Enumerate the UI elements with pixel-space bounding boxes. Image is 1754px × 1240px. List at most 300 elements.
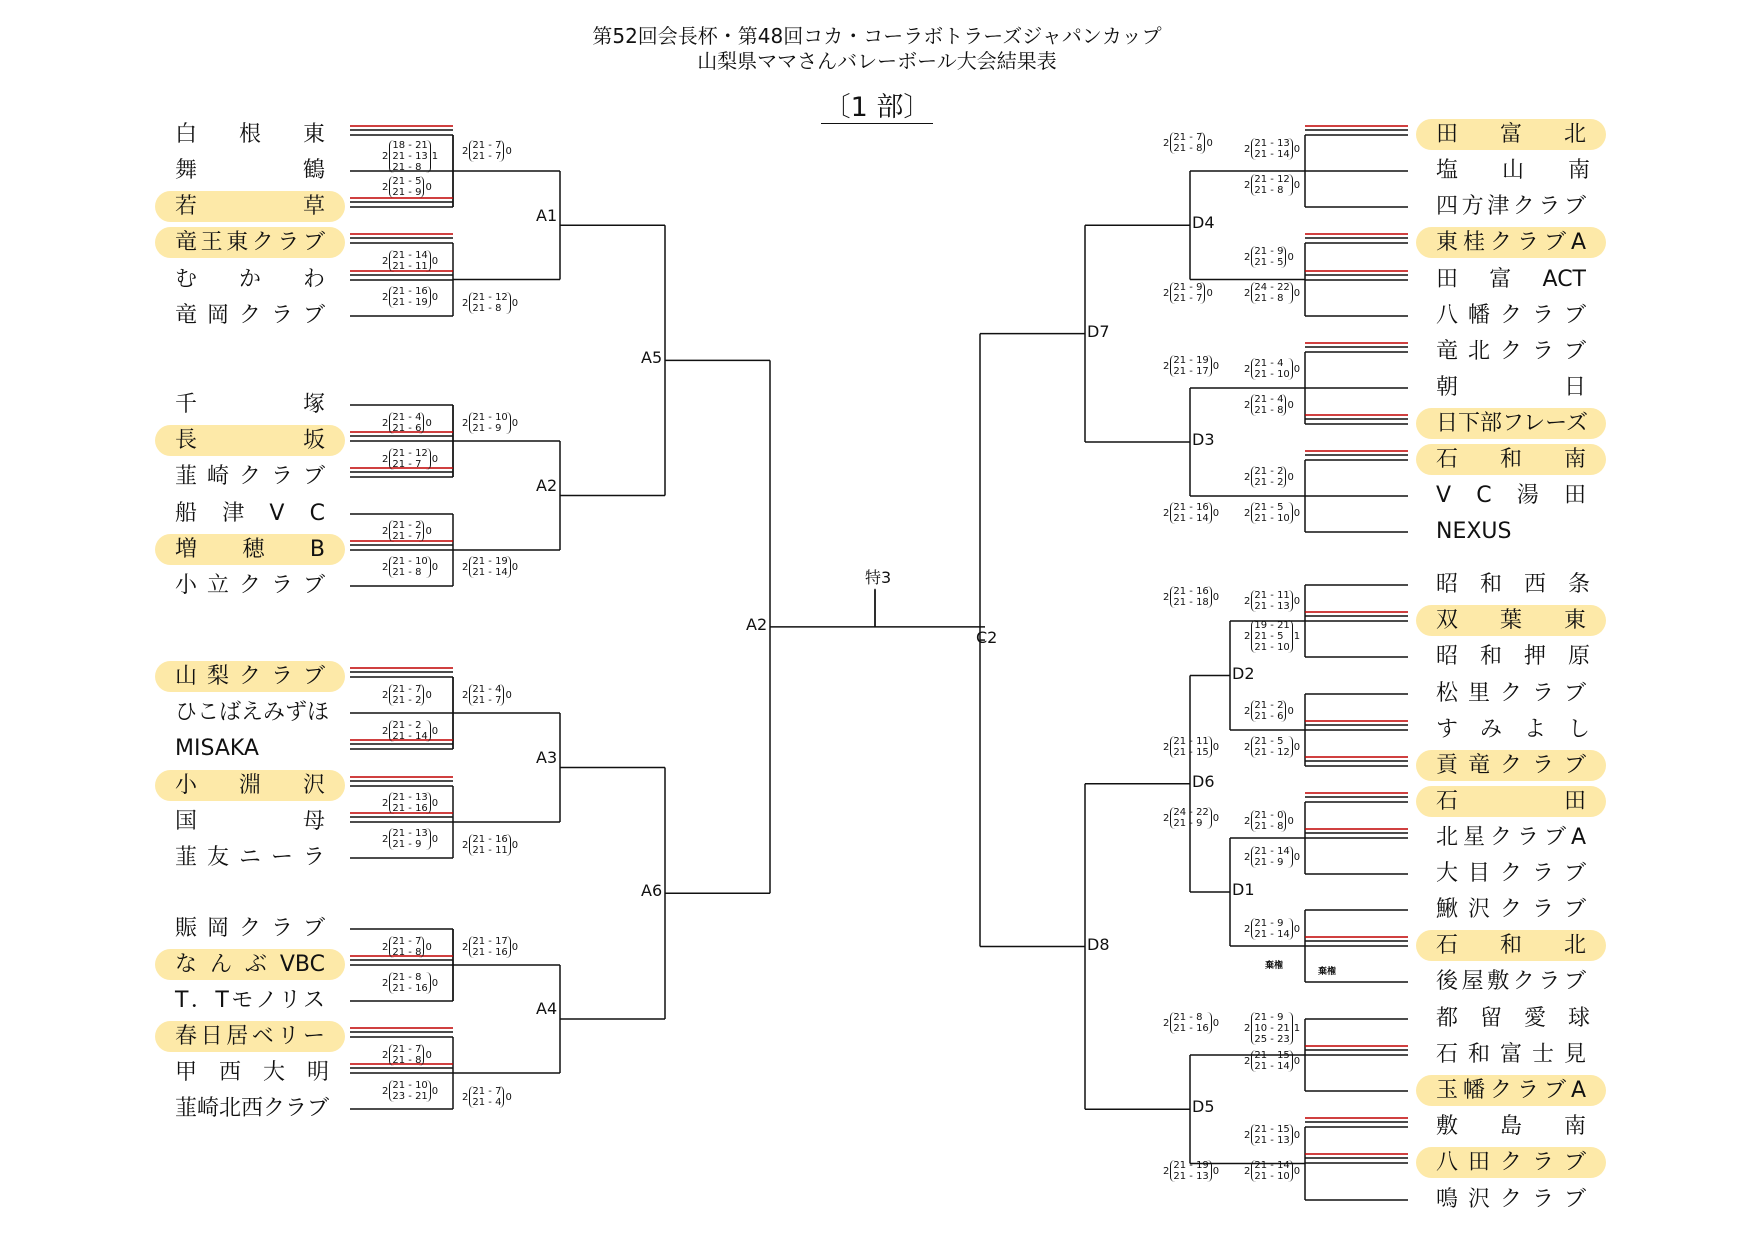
score-box (381, 720, 439, 742)
score-box (1162, 282, 1214, 304)
set-scores (1170, 282, 1205, 304)
set-score: 21 - 9 (392, 187, 422, 198)
set-score: 21 - 16 (392, 983, 428, 994)
team-left (155, 806, 345, 837)
team-left (155, 1093, 345, 1124)
team-right (1416, 966, 1606, 997)
set-score: 21 - 16 (1173, 1023, 1209, 1034)
set-score: 21 - 15 (1254, 1124, 1290, 1135)
set-score: 21 - 8 (1254, 821, 1284, 832)
sets-lost: 0 (1293, 507, 1301, 519)
team-right (1416, 480, 1606, 511)
sets-lost: 0 (1293, 1129, 1301, 1141)
set-score: 21 - 14 (1254, 1061, 1290, 1072)
set-scores (469, 412, 510, 434)
set-score: 21 - 4 (392, 412, 422, 423)
team-right (1416, 300, 1606, 331)
set-score: 21 - 7 (392, 531, 422, 542)
sets-lost: 0 (511, 839, 519, 851)
team-name: 石 和 北 (1436, 933, 1586, 958)
team-right (1416, 264, 1606, 295)
set-scores (389, 140, 430, 173)
set-score: 21 - 10 (392, 556, 428, 567)
team-name: 小立クラブ (175, 573, 325, 598)
sets-lost: 0 (431, 453, 439, 465)
set-scores (389, 1080, 430, 1102)
set-score: 21 - 16 (392, 803, 428, 814)
sets-won: 2 (382, 1085, 389, 1097)
team-name: 北星クラブA (1436, 825, 1586, 850)
set-score: 21 - 7 (392, 1044, 422, 1055)
score-box (1162, 132, 1214, 154)
team-name: 貢竜クラブ (1436, 753, 1586, 778)
set-score: 21 - 4 (1254, 358, 1284, 369)
set-score: 21 - 16 (1173, 502, 1209, 513)
team-name: MISAKA (175, 736, 259, 761)
score-box (461, 140, 513, 162)
team-name: す み よ し (1436, 717, 1591, 742)
set-score: 21 - 10 (1254, 513, 1290, 524)
set-score: 21 - 4 (472, 684, 502, 695)
sets-won: 2 (382, 561, 389, 573)
team-name: なんぶVBC (175, 952, 325, 977)
set-scores (1170, 132, 1205, 154)
node-D1: D1 (1232, 880, 1255, 899)
team-name: む か わ (175, 267, 325, 292)
set-score: 21 - 2 (392, 520, 422, 531)
node-D3: D3 (1192, 430, 1215, 449)
team-name: 敷 島 南 (1436, 1114, 1586, 1139)
team-right (1416, 1075, 1606, 1106)
sets-won: 2 (1163, 137, 1170, 149)
team-name: 昭 和 西 条 (1436, 572, 1591, 597)
team-right (1416, 786, 1606, 817)
set-score: 21 - 13 (392, 828, 428, 839)
set-score: 21 - 10 (392, 1080, 428, 1091)
set-score: 21 - 9 (1173, 818, 1203, 829)
sets-lost: 0 (425, 181, 432, 193)
team-left (155, 985, 345, 1016)
set-score: 21 - 4 (1254, 394, 1284, 405)
set-score: 21 - 7 (1173, 293, 1203, 304)
team-name: 白 根 東 (175, 122, 325, 147)
sets-won: 2 (382, 725, 389, 737)
set-score: 21 - 17 (1173, 366, 1209, 377)
node-A1: A1 (536, 205, 558, 225)
set-score: 21 - 2 (392, 720, 422, 731)
team-name: 東桂クラブA (1436, 230, 1586, 255)
set-scores (389, 556, 430, 578)
team-right (1416, 605, 1606, 636)
set-score: 21 - 14 (1254, 929, 1290, 940)
team-name: 田 富 北 (1436, 122, 1586, 147)
team-right (1416, 714, 1606, 745)
score-box (1243, 1160, 1301, 1182)
team-name: 田富ACT (1436, 267, 1586, 292)
sets-won: 2 (1244, 705, 1251, 717)
set-score: 21 - 13 (392, 792, 428, 803)
sets-won: 2 (1244, 595, 1251, 607)
score-box (1243, 246, 1295, 268)
sets-lost: 0 (425, 689, 432, 701)
sets-won: 2 (462, 839, 469, 851)
team-name: 賑岡クラブ (175, 916, 325, 941)
sets-won: 2 (1244, 923, 1251, 935)
set-scores (1251, 358, 1292, 380)
forfeit-label: 棄権 (1318, 967, 1337, 977)
score-box (1243, 358, 1301, 380)
sets-won: 2 (462, 145, 469, 157)
set-scores (469, 834, 510, 856)
set-scores (1251, 1160, 1292, 1182)
set-scores (389, 412, 424, 434)
sets-lost: 0 (1287, 471, 1294, 483)
team-right (1416, 516, 1606, 547)
set-score: 21 - 9 (1254, 857, 1284, 868)
node-D5: D5 (1192, 1097, 1215, 1117)
sets-lost: 0 (431, 291, 439, 303)
team-name: 玉幡クラブA (1436, 1078, 1586, 1103)
set-score: 21 - 7 (392, 936, 422, 947)
set-score: 21 - 2 (1254, 700, 1284, 711)
set-scores (389, 684, 424, 706)
score-box (1243, 502, 1301, 524)
team-right (1416, 641, 1606, 672)
node-C2: C2 (976, 628, 998, 648)
sets-lost: 0 (511, 561, 519, 573)
team-name: 船 津 V C (175, 501, 325, 526)
team-right (1416, 894, 1606, 925)
set-score: 21 - 11 (1173, 736, 1209, 747)
division-label: 〔1 部〕 (0, 85, 1754, 124)
score-box (1162, 355, 1220, 377)
title-line1: 第52回会長杯・第48回コカ・コーラボトラーズジャパンカップ (592, 24, 1162, 48)
team-right (1416, 155, 1606, 186)
sets-lost: 1 (1293, 1023, 1301, 1034)
sets-lost: 0 (431, 255, 439, 267)
set-score: 21 - 14 (392, 250, 428, 261)
score-box (381, 972, 439, 994)
set-score: 21 - 14 (392, 731, 428, 742)
set-scores (1251, 846, 1292, 868)
set-scores (389, 176, 424, 198)
sets-lost: 0 (511, 941, 519, 953)
team-right (1416, 750, 1606, 781)
team-name: 国 母 (175, 809, 325, 834)
team-name: 八田クラブ (1436, 1150, 1586, 1175)
sets-won: 2 (462, 1091, 469, 1103)
set-score: 21 - 16 (472, 834, 508, 845)
set-scores (469, 1086, 504, 1108)
score-box (1162, 502, 1220, 524)
set-scores (1251, 918, 1292, 940)
team-left (155, 389, 345, 420)
sets-lost: 0 (1212, 507, 1220, 519)
sets-lost: 0 (431, 561, 439, 573)
set-scores (1251, 394, 1286, 416)
set-score: 21 - 8 (392, 947, 422, 958)
set-score: 21 - 13 (392, 151, 428, 162)
sets-won: 2 (382, 833, 389, 845)
score-box (1162, 807, 1220, 829)
sets-lost: 0 (1293, 1165, 1301, 1177)
set-scores (389, 520, 424, 542)
sets-lost: 0 (505, 1091, 512, 1103)
team-right (1416, 930, 1606, 961)
team-name: 塩 山 南 (1436, 158, 1591, 183)
set-scores (1170, 586, 1211, 608)
sets-won: 2 (1163, 591, 1170, 603)
team-right (1416, 1147, 1606, 1178)
score-box (381, 556, 439, 578)
team-name: 韮崎クラブ (175, 464, 325, 489)
sets-lost: 0 (1212, 1165, 1220, 1177)
node-D8: D8 (1087, 934, 1110, 954)
set-score: 21 - 17 (472, 936, 508, 947)
team-left (155, 733, 345, 764)
sets-lost: 0 (425, 417, 432, 429)
set-scores (1251, 174, 1292, 196)
score-box (461, 292, 519, 314)
sets-won: 2 (1244, 631, 1251, 642)
team-left (155, 425, 345, 456)
score-box (1162, 1012, 1220, 1034)
team-left (155, 1021, 345, 1052)
score-box (1243, 174, 1301, 196)
set-scores (469, 292, 510, 314)
set-scores (1251, 138, 1292, 160)
team-name: 小 淵 沢 (175, 773, 325, 798)
sets-won: 2 (382, 977, 389, 989)
sets-lost: 0 (425, 941, 432, 953)
team-right (1416, 227, 1606, 258)
set-scores (1170, 1012, 1211, 1034)
set-score: 21 - 14 (472, 567, 508, 578)
team-name: 韮崎北西クラブ (175, 1096, 330, 1121)
set-score: 21 - 9 (472, 423, 502, 434)
forfeit-label: 棄権 (1265, 961, 1284, 971)
team-right (1416, 569, 1606, 600)
set-score: 18 - 21 (392, 140, 428, 151)
set-score: 21 - 14 (1254, 1160, 1290, 1171)
sets-lost: 1 (1293, 631, 1301, 642)
team-right (1416, 1111, 1606, 1142)
sets-lost: 0 (431, 977, 439, 989)
score-box (1243, 282, 1301, 304)
set-score: 21 - 2 (392, 695, 422, 706)
sets-won: 2 (382, 151, 389, 162)
score-box (1243, 394, 1295, 416)
set-score: 21 - 9 (392, 839, 422, 850)
set-score: 19 - 21 (1254, 620, 1290, 631)
sets-lost: 0 (431, 1085, 439, 1097)
set-score: 21 - 19 (392, 297, 428, 308)
sets-won: 2 (382, 1049, 389, 1061)
sets-won: 2 (382, 797, 389, 809)
set-score: 21 - 8 (472, 303, 502, 314)
sets-lost: 0 (1293, 179, 1301, 191)
set-score: 21 - 14 (1173, 513, 1209, 524)
sets-lost: 0 (1293, 595, 1301, 607)
set-scores (1170, 807, 1211, 829)
score-box (381, 1080, 439, 1102)
sets-won: 2 (1244, 471, 1251, 483)
set-score: 21 - 9 (1254, 246, 1284, 257)
team-right (1416, 119, 1606, 150)
set-scores (469, 556, 510, 578)
set-score: 21 - 5 (1254, 257, 1284, 268)
team-right (1416, 1039, 1606, 1070)
set-score: 21 - 19 (1173, 1160, 1209, 1171)
set-scores (1170, 355, 1211, 377)
team-right (1416, 678, 1606, 709)
score-box (1162, 736, 1220, 758)
score-box (461, 834, 519, 856)
sets-lost: 0 (1293, 741, 1301, 753)
team-right (1416, 444, 1606, 475)
team-name: 鳴沢クラブ (1436, 1187, 1586, 1212)
score-box (461, 936, 519, 958)
set-scores (1251, 466, 1286, 488)
set-scores (389, 792, 430, 814)
set-score: 21 - 13 (1173, 1171, 1209, 1182)
set-score: 25 - 23 (1254, 1034, 1290, 1045)
sets-won: 2 (382, 181, 389, 193)
team-name: 千 塚 (175, 392, 325, 417)
set-scores (1251, 1012, 1292, 1045)
sets-won: 2 (1244, 399, 1251, 411)
set-scores (1170, 1160, 1211, 1182)
team-name: 朝 日 (1436, 375, 1586, 400)
set-score: 21 - 10 (1254, 369, 1290, 380)
node-A5: A5 (641, 348, 663, 368)
set-score: 21 - 5 (1254, 631, 1284, 642)
sets-lost: 0 (425, 1049, 432, 1061)
sets-won: 2 (382, 255, 389, 267)
score-box (1243, 736, 1301, 758)
set-score: 21 - 8 (392, 1055, 422, 1066)
team-right (1416, 191, 1606, 222)
set-score: 21 - 13 (1254, 1135, 1290, 1146)
set-score: 21 - 8 (392, 567, 422, 578)
sets-won: 2 (462, 689, 469, 701)
team-name: 日下部フレーズ (1436, 411, 1589, 436)
sets-lost: 0 (511, 417, 519, 429)
set-scores (1251, 736, 1292, 758)
team-right (1416, 408, 1606, 439)
team-name: 竜岡クラブ (175, 303, 325, 328)
team-name: ひこばえみずほ (175, 700, 330, 725)
team-right (1416, 858, 1606, 889)
set-score: 21 - 12 (472, 292, 508, 303)
set-scores (1251, 282, 1292, 304)
sets-lost: 0 (1293, 143, 1301, 155)
set-score: 21 - 8 (392, 162, 422, 173)
team-left (155, 697, 345, 728)
node-A4: A4 (536, 999, 558, 1018)
set-score: 21 - 10 (1254, 642, 1290, 653)
sets-won: 2 (382, 941, 389, 953)
sets-lost: 0 (431, 725, 439, 737)
set-score: 21 - 5 (392, 176, 422, 187)
team-left (155, 300, 345, 331)
set-scores (389, 448, 430, 470)
node-toku: 特3 (865, 567, 892, 587)
node-D6: D6 (1192, 771, 1215, 791)
set-score: 21 - 0 (1254, 810, 1284, 821)
team-right (1416, 336, 1606, 367)
score-box (1243, 1124, 1301, 1146)
sets-lost: 0 (1287, 399, 1294, 411)
score-box (1243, 620, 1301, 653)
team-name: 長 坂 (175, 428, 325, 453)
set-scores (389, 1044, 424, 1066)
team-left (155, 461, 345, 492)
set-score: 21 - 13 (1254, 601, 1290, 612)
sets-won: 2 (1244, 1129, 1251, 1141)
sets-lost: 0 (1287, 705, 1294, 717)
score-box (1243, 1012, 1301, 1045)
sets-won: 2 (1163, 1165, 1170, 1177)
team-left (155, 498, 345, 529)
node-A2: A2 (746, 614, 768, 634)
set-scores (389, 936, 424, 958)
team-name: 鰍沢クラブ (1436, 897, 1586, 922)
set-score: 21 - 9 (1254, 918, 1284, 929)
set-score: 21 - 13 (1254, 138, 1290, 149)
sets-lost: 0 (431, 797, 439, 809)
score-box (1243, 700, 1295, 722)
set-scores (389, 286, 430, 308)
sets-won: 2 (1163, 287, 1170, 299)
score-box (461, 1086, 513, 1108)
set-score: 21 - 8 (1254, 185, 1284, 196)
team-left (155, 570, 345, 601)
score-box (381, 792, 439, 814)
sets-won: 2 (382, 417, 389, 429)
set-score: 21 - 7 (392, 459, 422, 470)
set-score: 21 - 15 (1254, 1050, 1290, 1061)
node-A3: A3 (536, 747, 558, 767)
sets-lost: 0 (1212, 741, 1220, 753)
score-box (381, 250, 439, 272)
team-name: NEXUS (1436, 519, 1512, 544)
score-box (1243, 590, 1301, 612)
set-score: 21 - 16 (392, 286, 428, 297)
score-box (381, 1044, 433, 1066)
team-name: 山梨クラブ (175, 664, 325, 689)
sets-lost: 0 (511, 297, 519, 309)
team-name: 四方津クラブ (1436, 194, 1586, 219)
score-box (1162, 586, 1220, 608)
score-box (1243, 466, 1295, 488)
team-name: 昭 和 押 原 (1436, 644, 1591, 669)
sets-won: 2 (1244, 851, 1251, 863)
score-box (1243, 918, 1301, 940)
set-score: 21 - 6 (392, 423, 422, 434)
sets-lost: 0 (1287, 815, 1294, 827)
set-score: 21 - 6 (1254, 711, 1284, 722)
team-left (155, 913, 345, 944)
sets-won: 2 (1244, 179, 1251, 191)
team-left (155, 264, 345, 295)
team-name: 石 和 南 (1436, 447, 1586, 472)
set-scores (469, 936, 510, 958)
set-score: 21 - 11 (1254, 590, 1290, 601)
team-name: V C 湯 田 (1436, 483, 1586, 508)
sets-lost: 1 (431, 151, 439, 162)
set-score: 21 - 8 (1173, 143, 1203, 154)
